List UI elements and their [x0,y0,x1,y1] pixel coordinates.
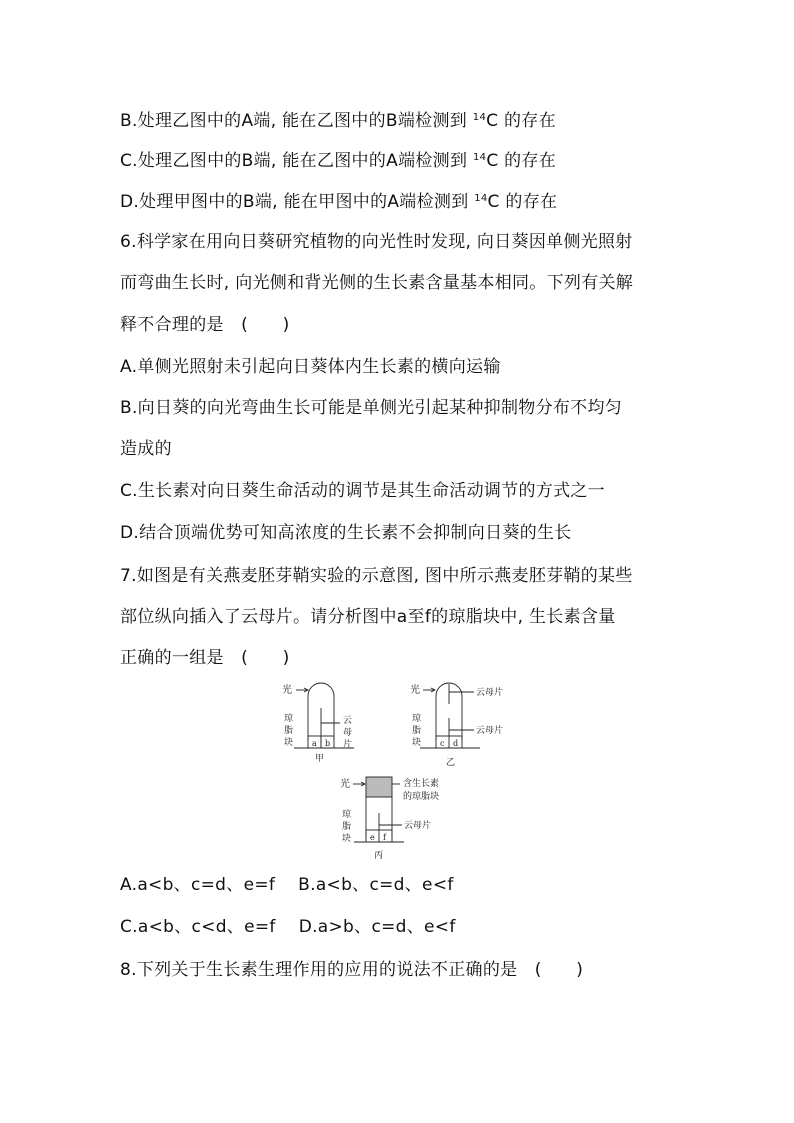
jia-agar-3: 块 [284,738,294,748]
yi-agar-1: 琼 [412,714,422,724]
bing-auxin-2: 的琼脂块 [403,792,440,802]
bing-auxin-1: 含生长素 [403,779,440,789]
q7-stem-line-1: 7.如图是有关燕麦胚芽鞘实验的示意图, 图中所示燕麦胚芽鞘的某些 [120,566,633,586]
bing-agar-3: 块 [342,834,352,844]
bing-caption: 丙 [374,851,384,861]
bing-light-label: 光 [340,779,350,790]
q6-option-b-line-1: B.向日葵的向光弯曲生长可能是单侧光引起某种抑制物分布不均匀 [120,398,623,418]
bing-agar-2: 脂 [342,822,352,832]
q6-option-d: D.结合顶端优势可知高浓度的生长素不会抑制向日葵的生长 [120,523,572,543]
yi-mica-bottom: 云母片 [476,726,504,736]
block-f: f [383,833,386,842]
q7-options-row-2: C.a<b、c<d、e=f D.a>b、c=d、e<f [120,917,456,937]
yi-light-label: 光 [410,685,420,696]
coleoptile-figure [270,678,530,868]
figure-bing [340,777,439,861]
q5-option-c: C.处理乙图中的B端, 能在乙图中的A端检测到 $^{14}$C 的存在 [120,151,557,171]
block-a: a [312,739,317,748]
jia-caption: 甲 [315,754,325,764]
jia-mica-3: 片 [343,740,353,750]
figure-jia [282,683,354,764]
jia-agar-1: 琼 [284,714,294,724]
yi-caption: 乙 [446,758,456,768]
yi-agar-3: 块 [412,738,422,748]
jia-light-label: 光 [282,685,292,696]
yi-mica-top: 云母片 [476,688,504,698]
jia-agar-2: 脂 [284,726,294,736]
q8-stem: 8.下列关于生长素生理作用的应用的说法不正确的是 ( ) [120,960,584,980]
q6-option-a: A.单侧光照射未引起向日葵体内生长素的横向运输 [120,357,501,377]
q7-stem-line-3: 正确的一组是 ( ) [120,648,290,668]
q7-options-row-1: A.a<b、c=d、e=f B.a<b、c=d、e<f [120,875,454,895]
block-d: d [453,739,459,748]
q6-option-b-line-2: 造成的 [120,439,172,459]
bing-agar-1: 琼 [342,810,352,820]
coleoptile-diagram [270,678,530,868]
bing-mica: 云母片 [404,821,432,831]
q7-stem-line-2: 部位纵向插入了云母片。请分析图中a至f的琼脂块中, 生长素含量 [120,607,616,627]
q6-stem-line-3: 释不合理的是 ( ) [120,315,290,335]
q6-stem-line-1: 6.科学家在用向日葵研究植物的向光性时发现, 向日葵因单侧光照射 [120,232,633,252]
jia-mica-2: 母 [343,728,353,738]
block-b: b [325,739,331,748]
q6-option-c: C.生长素对向日葵生命活动的调节是其生命活动调节的方式之一 [120,481,605,501]
q5-option-d: D.处理甲图中的B端, 能在甲图中的A端检测到 $^{14}$C 的存在 [120,192,558,212]
block-e: e [370,833,375,842]
q6-stem-line-2: 而弯曲生长时, 向光侧和背光侧的生长素含量基本相同。下列有关解 [120,273,634,293]
jia-mica-1: 云 [343,716,353,726]
figure-yi [410,683,503,768]
yi-agar-2: 脂 [412,726,422,736]
q5-option-b: B.处理乙图中的A端, 能在乙图中的B端检测到 $^{14}$C 的存在 [120,111,556,131]
block-c: c [440,739,445,748]
